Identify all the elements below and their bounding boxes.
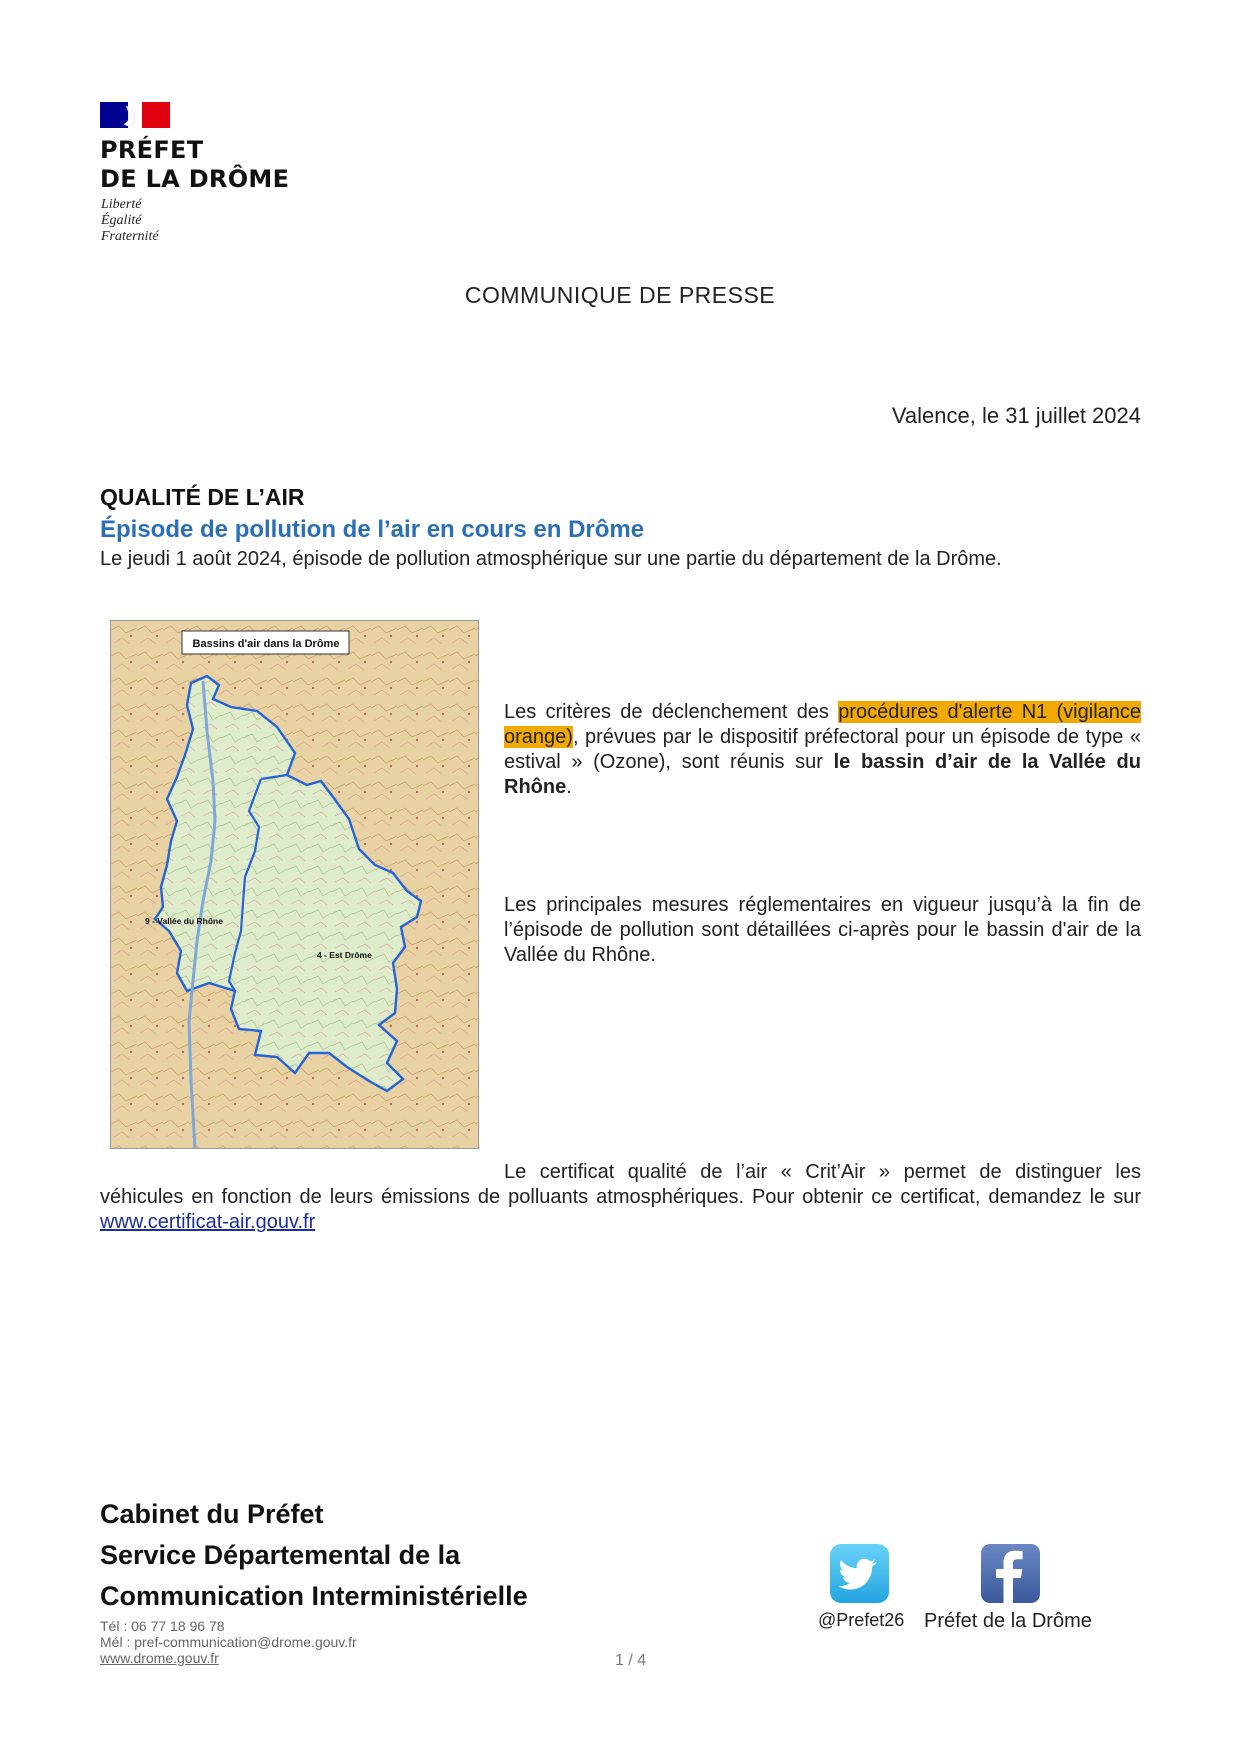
logo-title: [100, 136, 289, 194]
alert-paragraph: [504, 700, 1141, 800]
alert-level-highlight: procédures d'alerte N1 (vigilance orange): [504, 701, 1142, 748]
footer-org-line3: Communication Interministérielle: [100, 1581, 528, 1611]
logo-title-line2: DE LA DRÔME: [100, 165, 290, 193]
critair-paragraph: [100, 1160, 1141, 1235]
footer-org-line2: Service Départemental de la: [100, 1540, 461, 1570]
facebook-page-name[interactable]: Préfet de la Drôme: [924, 1610, 1092, 1632]
footer-website-link[interactable]: www.drome.gouv.fr: [100, 1650, 219, 1666]
lead-paragraph: Le jeudi 1 août 2024, épisode de pollution atmosphérique sur une partie du département de la Drôme.: [100, 548, 1002, 570]
section-title: QUALITÉ DE L’AIR: [100, 484, 305, 510]
date-line: Valence, le 31 juillet 2024: [891, 403, 1141, 428]
facebook-f-icon[interactable]: [981, 1544, 1040, 1603]
air-basins-map: [110, 620, 479, 1149]
motto-fraternite: Fraternité: [101, 229, 159, 244]
footer-organization: [100, 1494, 528, 1617]
map-title: Bassins d'air dans la Drôme: [192, 638, 340, 650]
certificat-air-link[interactable]: www.certificat-air.gouv.fr: [100, 1211, 316, 1233]
logo-title-line1: PRÉFET: [100, 136, 204, 164]
footer-phone: Tél : 06 77 18 96 78: [100, 1618, 225, 1634]
document-type: COMMUNIQUE DE PRESSE: [464, 282, 776, 308]
footer-contact: [100, 1618, 357, 1666]
twitter-handle[interactable]: @Prefet26: [818, 1610, 905, 1630]
headline: Épisode de pollution de l’air en cours en Drôme: [100, 516, 645, 543]
critair-text: Le certificat qualité de l’air « Crit’Air » permet de distinguer les véhicules en fonction de leurs émissions de polluants atmosphériques. Pour obtenir ce certificat, demandez le sur: [100, 1161, 1141, 1208]
republic-logo-flag: [100, 102, 170, 128]
alert-text-end: .: [566, 776, 572, 798]
map-label-vallee-du-rhone: 9 - Vallée du Rhône: [145, 916, 223, 926]
republic-motto: [101, 197, 159, 245]
alert-text-1: Les critères de déclenchement des: [504, 701, 839, 723]
motto-egalite: Égalité: [101, 213, 142, 228]
basin-name-bold: le bassin d’air de la Vallée du Rhône: [504, 751, 1141, 798]
footer-org-line1: Cabinet du Préfet: [100, 1499, 324, 1529]
map-label-est-drome: 4 - Est Drôme: [317, 950, 372, 960]
footer-email: Mél : pref-communication@drome.gouv.fr: [100, 1634, 357, 1650]
alert-text-2: , prévues par le dispositif préfectoral pour un épisode de type « estival » (Ozone), sont réunis sur: [504, 726, 1141, 773]
motto-liberte: Liberté: [101, 197, 142, 212]
measures-paragraph: Les principales mesures réglementaires en vigueur jusqu’à la fin de l’épisode de pollution sont détaillées ci-après pour le bassin d'air de la Vallée du Rhône.: [504, 894, 1141, 966]
page-number: 1 / 4: [615, 1652, 647, 1669]
twitter-bird-icon[interactable]: [830, 1544, 889, 1603]
